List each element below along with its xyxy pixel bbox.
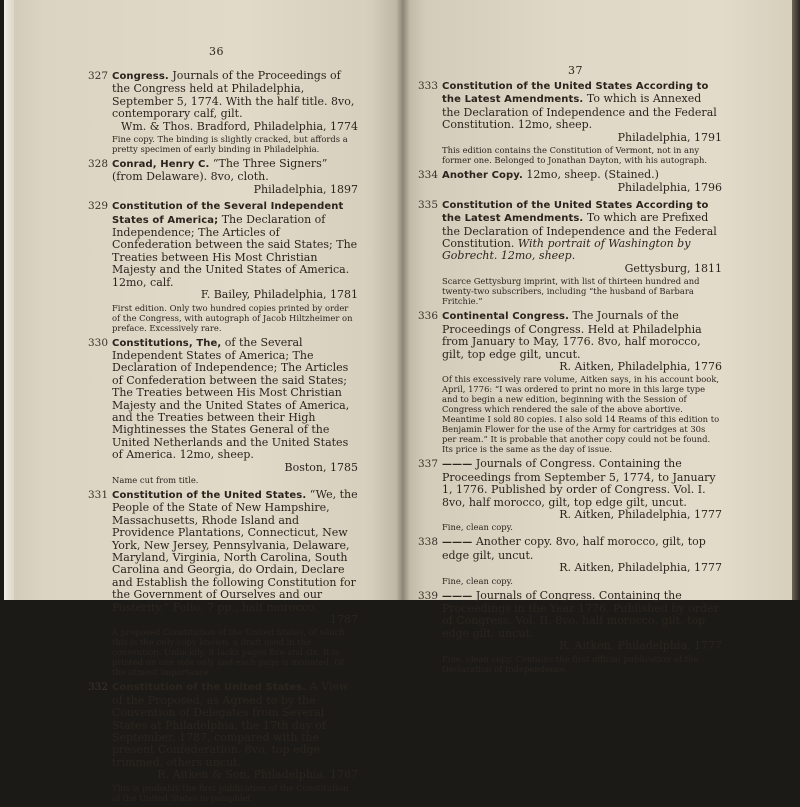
entry-description: The Declaration of Independence; The Articles of Confederation between the said States; The Treaties between His Most Christian Majesty and the United States of America. 12mo, calf. xyxy=(112,212,358,289)
entry-heading: ——— xyxy=(442,459,473,471)
catalog-entry-329 xyxy=(88,200,358,333)
entry-description: To which is Annexed the Declaration of Independence and the Federal Constitution. 12mo, sheep. xyxy=(442,92,717,132)
entry-description: “The Three Signers” (from Delaware). 8vo, cloth. xyxy=(112,157,328,184)
catalog-entry-327 xyxy=(88,69,358,155)
entry-number: 338 xyxy=(418,536,439,549)
entry-imprint: R. Aitken, Philadelphia, 1777 xyxy=(559,639,722,653)
entry-heading: ——— xyxy=(442,537,473,549)
entry-number: 337 xyxy=(418,458,439,471)
entry-note: Fine copy. The binding is slightly cracked, but affords a pretty specimen of early binding in Philadelphia. xyxy=(112,134,348,155)
entry-imprint: R. Aitken, Philadelphia, 1776 xyxy=(559,359,722,373)
entry-imprint: Wm. & Thos. Bradford, Philadelphia, 1774 xyxy=(121,119,358,133)
page-number-left: 36 xyxy=(209,45,224,58)
entry-heading: Constitution of the United States According to the Latest Amendments. xyxy=(442,81,709,106)
entry-heading: Congress. xyxy=(112,71,169,82)
book-gutter xyxy=(396,0,410,600)
entry-description: To which are Prefixed the Declaration of Independence and the Federal Constitution. xyxy=(442,211,717,251)
catalog-entry-334 xyxy=(418,168,722,195)
page-edge-left xyxy=(4,0,14,600)
entry-note: First edition. Only two hundred copies printed by order of the Congress, with autograph of Jacob Hiltzheimer on preface. Excessively rare. xyxy=(112,302,353,333)
entry-note: This is probably the first publication of the Constitution of the United States in pamphlet. xyxy=(112,782,349,803)
entry-heading: Another Copy. xyxy=(442,170,523,182)
left-page xyxy=(4,0,402,803)
entry-heading: Constitution of the United States According to the Latest Amendments. xyxy=(442,199,709,225)
entry-imprint: Philadelphia, 1796 xyxy=(617,181,722,195)
entry-note: Fine, clean copy. xyxy=(442,575,513,586)
entry-note: A proposed Constitution of the United States, of which this is the only copy known, a draft used in the convention. Unluckily, it lacks pages five and six. It is printed on one side only and each page is mounted. Of the utmost importance. xyxy=(112,627,345,678)
catalog-entry-338 xyxy=(418,535,722,586)
catalog-entry-330 xyxy=(88,335,358,485)
entry-number: 332 xyxy=(88,681,109,694)
entry-imprint: 1787 xyxy=(330,613,358,627)
entry-description: A View of the Proposed, as Agreed to by the Convention of Delegates from Several States at Philadelphia, the 17th day of September, 1787, compared with the present Confederation. 8vo, top edge trimmed, others uncut. xyxy=(112,680,349,769)
entry-heading: ——— xyxy=(442,590,473,602)
entry-imprint: Gettysburg, 1811 xyxy=(624,261,722,275)
catalog-entry-332 xyxy=(88,680,358,803)
entry-heading: Constitution of the United States. xyxy=(112,489,307,501)
entry-note: Fine, clean copy. Contains the first official publication of the Declaration of Independence. xyxy=(442,653,699,674)
entry-heading: Conrad, Henry C. xyxy=(112,159,210,171)
entry-number: 336 xyxy=(418,310,439,323)
entry-description: Journals of Congress. Containing the Proceedings from September 5, 1774, to January 1, 1776. Published by order of Congress. Vol. I. 8vo, half morocco, gilt, top edge gilt, uncut. xyxy=(442,457,716,509)
entry-number: 329 xyxy=(88,200,109,213)
entry-imprint: Boston, 1785 xyxy=(284,460,358,474)
entry-heading: Constitutions, The, xyxy=(112,337,222,349)
entry-number: 327 xyxy=(88,70,109,82)
entry-italic-detail: With portrait of Washington by Gobrecht. 12mo, sheep. xyxy=(442,237,691,263)
book-spread xyxy=(4,0,800,803)
entry-description: of the Several Independent States of America; The Declaration of Independence; The Articles of Confederation between the said States; The Treaties between His Most Christian Majesty and the United States of America, and the Treaties between their High Mightinesses the States General of the United Netherlands and the United States of America. 12mo, sheep. xyxy=(112,335,350,462)
entry-imprint: Philadelphia, 1897 xyxy=(253,182,358,196)
catalog-entry-337 xyxy=(418,457,722,533)
entry-heading: Constitution of the United States. xyxy=(112,682,307,694)
entry-heading: Continental Congress. xyxy=(442,311,569,323)
entry-number: 334 xyxy=(418,169,439,182)
entry-description: Journals of the Proceedings of the Congress held at Philadelphia, September 5, 1774. With the half title. 8vo, contemporary calf, gilt. xyxy=(112,69,355,121)
entry-heading: Constitution of the Several Independent States of America; xyxy=(112,201,344,226)
left-column xyxy=(88,69,358,807)
book-cover-edge xyxy=(792,0,800,600)
entry-number: 328 xyxy=(88,158,109,171)
entry-description: “We, the People of the State of New Hampshire, Massachusetts, Rhode Island and Providence Plantations, Connecticut, New York, New Jersey, Pennsylvania, Delaware, Maryland, Virginia, North Carolina, South Carolina and Georgia, do Ordain, Declare and Establish the following Constitution for the Government of Ourselves and our Posterity.” Folio. 7 pp., half morocco. xyxy=(112,487,358,614)
entry-number: 331 xyxy=(88,488,109,501)
entry-note: Scarce Gettysburg imprint, with list of thirteen hundred and twenty-two subscribers, including “the husband of Barbara Fritchie.” xyxy=(442,276,700,307)
entry-description: 12mo, sheep. (Stained.) xyxy=(526,168,659,182)
catalog-entry-335 xyxy=(418,198,722,307)
entry-note: Of this excessively rare volume, Aitken says, in his account book, April, 1776: “I was ordered to print no more in this large type and to begin a new edition, beginning with the Session of Congress which rendered the sale of the above abortive. Meantime I sold 80 copies. I also sold 14 Reams of this edition to Benjamin Flower for the use of the Army for cartridges at 30s per ream.” It is probable that another copy could not be found. Its price is the same as the day of issue. xyxy=(442,374,720,455)
entry-description: Journals of Congress. Containing the Proceedings in the Year 1776. Published by order of Congress. Vol. II. 8vo, half morocco, gilt, top edge gilt, uncut. xyxy=(442,588,719,640)
catalog-entry-328 xyxy=(88,157,358,196)
entry-imprint: R. Aitken, Philadelphia, 1777 xyxy=(559,561,722,575)
entry-imprint: R. Aitken & Son, Philadelphia, 1787 xyxy=(157,768,358,782)
entry-note: This edition contains the Constitution of Vermont, not in any former one. Belonged to Jonathan Dayton, with his autograph. xyxy=(442,145,708,166)
entry-description: Another copy. 8vo, half morocco, gilt, top edge gilt, uncut. xyxy=(442,535,706,562)
entry-number: 333 xyxy=(418,80,439,92)
entry-note: Name cut from title. xyxy=(112,474,199,485)
entry-imprint: Philadelphia, 1791 xyxy=(617,130,722,144)
page-number-right: 37 xyxy=(568,64,583,77)
entry-number: 335 xyxy=(418,198,439,211)
right-column xyxy=(418,80,722,678)
catalog-entry-339 xyxy=(418,588,722,674)
entry-imprint: R. Aitken, Philadelphia, 1777 xyxy=(559,507,722,521)
catalog-entry-336 xyxy=(418,309,722,455)
entry-number: 330 xyxy=(88,336,109,349)
entry-number: 339 xyxy=(418,589,439,602)
catalog-entry-331 xyxy=(88,487,358,678)
entry-imprint: F. Bailey, Philadelphia, 1781 xyxy=(200,288,358,302)
catalog-entry-333 xyxy=(418,80,722,166)
entry-note: Fine, clean copy. xyxy=(442,522,513,533)
entry-description: The Journals of the Proceedings of Congress. Held at Philadelphia from January to May, 1776. 8vo, half morocco, gilt, top edge gilt, uncut. xyxy=(442,309,702,361)
right-page xyxy=(402,0,800,674)
